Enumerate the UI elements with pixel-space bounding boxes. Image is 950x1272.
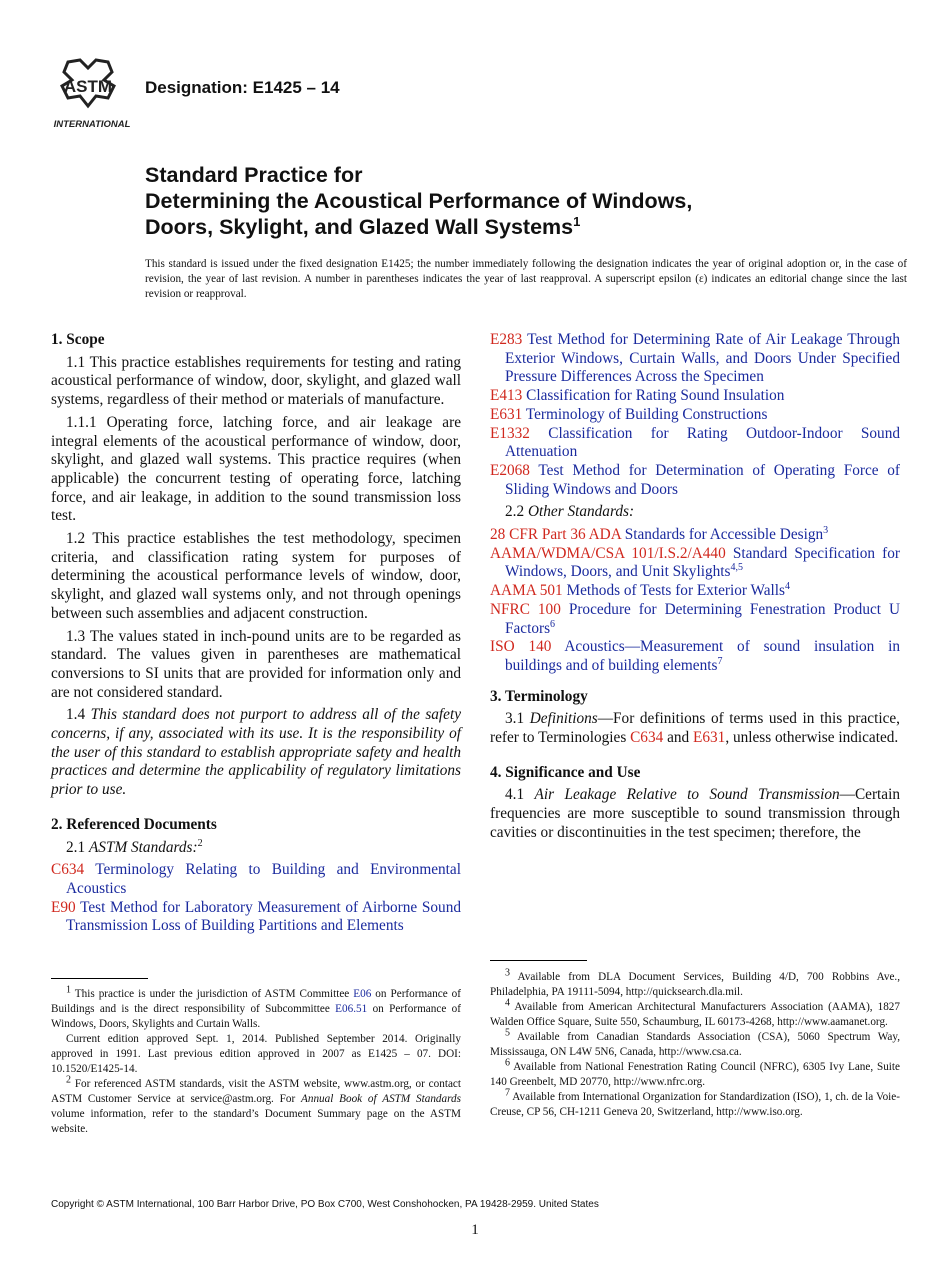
reference-title[interactable]: Procedure for Determining Fenestration Product U Factors	[505, 600, 901, 637]
reference-item[interactable]	[51, 861, 461, 898]
astm-logo	[50, 56, 134, 132]
reference-title[interactable]: Standards for Accessible Design	[624, 526, 824, 544]
footnote-7	[490, 1087, 900, 1120]
title-line-1: Standard Practice for	[145, 163, 363, 187]
paragraph-3-1-number: 3.1	[505, 710, 525, 728]
committee-link[interactable]: E06	[353, 988, 372, 1000]
paragraph-4-1-text: —Certain frequencies are more susceptible to sound transmission through cavities or discontinuities in the test specimen; therefore, the	[490, 786, 900, 841]
logo-mark-text: ASTM	[63, 77, 113, 96]
reference-code[interactable]: AAMA/WDMA/CSA 101/I.S.2/A440	[490, 544, 726, 562]
reference-title[interactable]: Terminology of Building Constructions	[525, 405, 768, 423]
document-title	[145, 162, 885, 240]
title-line-2: Determining the Acoustical Performance of Windows,	[145, 189, 693, 213]
reference-item[interactable]	[490, 601, 900, 638]
footnote-mark: 5	[505, 1027, 510, 1039]
footnotes-right	[490, 967, 900, 1120]
reference-code[interactable]: AAMA 501	[490, 582, 563, 600]
reference-code[interactable]: ISO 140	[490, 638, 552, 656]
reference-code[interactable]: 28 CFR Part 36 ADA	[490, 526, 621, 544]
reference-item[interactable]	[490, 638, 900, 675]
reference-code[interactable]: E1332	[490, 424, 530, 442]
reference-footnote-mark[interactable]: 7	[717, 655, 723, 667]
paragraph-3-1-text-a: —For definitions of terms used in this practice, refer to Terminologies	[490, 710, 900, 747]
reference-title[interactable]: Terminology Relating to Building and Environmental Acoustics	[66, 861, 461, 897]
footnote-2	[51, 1074, 461, 1137]
reference-code[interactable]: E90	[51, 898, 76, 916]
footnote-mark: 2	[66, 1074, 71, 1086]
paragraph-3-1-term: Definitions	[529, 710, 598, 728]
terminology-ref-e631[interactable]: E631	[693, 729, 726, 747]
paragraph-1-4	[51, 706, 461, 800]
reference-footnote-mark[interactable]: 3	[823, 524, 829, 536]
reference-code[interactable]: E413	[490, 387, 523, 405]
section-heading-significance: 4. Significance and Use	[490, 763, 641, 781]
reference-footnote-mark[interactable]: 4,5	[730, 562, 743, 574]
reference-footnote-mark[interactable]: 4	[784, 581, 790, 593]
reference-code[interactable]: E2068	[490, 461, 530, 479]
left-column	[51, 331, 461, 936]
other-standards-number: 2.2	[505, 503, 525, 521]
paragraph-1-2: 1.2 This practice establishes the test methodology, specimen criteria, and classification rating system for purposes of determining the acoustical performance levels of window, door, skylight, and glazed wall systems only, and not through openings between such assemblies and adjacent construction.	[51, 530, 461, 622]
footnote-2-italic: Annual Book of ASTM Standards	[301, 1093, 461, 1105]
paragraph-4-1-term: Air Leakage Relative to Sound Transmission	[534, 786, 840, 804]
reference-item[interactable]	[490, 462, 900, 499]
title-footnote-mark[interactable]: 1	[573, 213, 581, 229]
footnote-mark: 4	[505, 997, 510, 1009]
designation-notice: This standard is issued under the fixed designation E1425; the number immediately following the designation indicates the year of original adoption or, in the case of revision, the year of last revision. A number in parentheses indicates the year of last reapproval. A superscript epsilon (ε) indicates an editorial change since the last revision or reapproval.	[145, 258, 907, 300]
reference-item[interactable]	[490, 582, 900, 601]
copyright-notice: Copyright © ASTM International, 100 Barr Harbor Drive, PO Box C700, West Conshohocken, PA 19428-2959. United States	[51, 1199, 599, 1210]
reference-code[interactable]: E631	[490, 405, 523, 423]
reference-title[interactable]: Classification for Rating Outdoor-Indoor Sound Attenuation	[505, 424, 900, 461]
footnote-1-edition: Current edition approved Sept. 1, 2014. Published September 2014. Originally approved in 1991. Last previous edition approved in 2007 as E1425 – 07. DOI: 10.1520/E1425-14.	[51, 1033, 461, 1075]
reference-item[interactable]	[490, 425, 900, 462]
footnote-2-text-a: For referenced ASTM standards, visit the ASTM website, www.astm.org, or contact ASTM Customer Service at service@astm.org. For	[51, 1078, 461, 1105]
footnote-mark: 1	[66, 984, 71, 996]
other-standards-text: Other Standards:	[527, 503, 635, 521]
footnote-1-text-a: This practice is under the jurisdiction of ASTM Committee	[71, 988, 354, 1000]
footnote-1-text-b: on Performance of Buildings and is the direct responsibility of Subcommittee	[51, 988, 461, 1015]
footnote-1-text-c: on Performance of Windows, Doors, Skylights and Curtain Walls.	[51, 1003, 461, 1030]
reference-code[interactable]: E283	[490, 331, 523, 348]
footnote-3	[490, 967, 900, 1000]
footnote-mark: 6	[505, 1057, 510, 1069]
footnote-rule-right	[490, 960, 587, 961]
logo-subtext: INTERNATIONAL	[53, 119, 131, 130]
section-heading-referenced-documents: 2. Referenced Documents	[51, 815, 217, 833]
reference-title[interactable]: Test Method for Determining Rate of Air Leakage Through Exterior Windows, Curtain Walls, and Doors Under Specified Pressure Differences Across the Specimen	[505, 331, 900, 386]
footnote-text: Available from American Architectural Manufacturers Association (AAMA), 1827 Walden Office Square, Suite 550, Schaumburg, IL 60173-4268, http://www.aamanet.org.	[490, 1001, 900, 1028]
reference-item[interactable]	[490, 387, 900, 406]
footnote-2-text-b: volume information, refer to the standard’s Document Summary page on the ASTM website.	[51, 1108, 461, 1135]
astm-standards-text: ASTM Standards:	[88, 838, 198, 856]
astm-standards-number: 2.1	[66, 838, 86, 856]
reference-title[interactable]: Test Method for Laboratory Measurement of Airborne Sound Transmission Loss of Building Partitions and Elements	[66, 898, 461, 935]
paragraph-3-1-text-b: and	[663, 729, 694, 747]
paragraph-4-1-number: 4.1	[505, 786, 525, 804]
page-number: 1	[471, 1222, 479, 1238]
reference-item[interactable]	[490, 526, 900, 545]
reference-item[interactable]	[490, 406, 900, 425]
paragraph-1-4-text: This standard does not purport to address all of the safety concerns, if any, associated with its use. It is the responsibility of the user of this standard to establish appropriate safety and health practices and determine the applicability of regulatory limitations prior to use.	[51, 706, 462, 799]
title-line-3	[145, 214, 885, 240]
section-heading-terminology: 3. Terminology	[490, 687, 588, 705]
right-column	[490, 331, 900, 847]
footnote-rule-left	[51, 978, 148, 979]
footnote-mark: 7	[505, 1087, 510, 1099]
subcommittee-link[interactable]: E06.51	[335, 1003, 368, 1015]
footnote-1	[51, 984, 461, 1032]
astm-standards-footnote-mark[interactable]: 2	[197, 837, 203, 849]
footnote-5	[490, 1027, 900, 1060]
paragraph-3-1	[490, 710, 900, 747]
reference-code[interactable]: NFRC 100	[490, 600, 561, 618]
reference-item[interactable]	[51, 899, 461, 936]
reference-title[interactable]: Test Method for Determination of Operating Force of Sliding Windows and Doors	[505, 461, 900, 498]
footnote-text: Available from DLA Document Services, Building 4/D, 700 Robbins Ave., Philadelphia, PA 19111-5094, http://quicksearch.dla.mil.	[490, 971, 900, 998]
footnote-6	[490, 1057, 900, 1090]
footnote-4	[490, 997, 900, 1030]
paragraph-4-1	[490, 786, 900, 842]
reference-title[interactable]: Acoustics—Measurement of sound insulation in buildings and of building elements	[505, 638, 900, 674]
footnotes-left	[51, 984, 461, 1137]
section-heading-scope: 1. Scope	[51, 331, 105, 348]
reference-code[interactable]: C634	[51, 861, 85, 879]
paragraph-1-1: 1.1 This practice establishes requirements for testing and rating acoustical performance of window, door, skylight, and glazed wall systems, regardless of their method or materials of manufacture.	[51, 353, 461, 409]
reference-footnote-mark[interactable]: 6	[550, 618, 556, 630]
reference-item[interactable]	[490, 331, 900, 387]
footnote-text: Available from International Organization for Standardization (ISO), 1, ch. de la Voie-Creuse, CP 56, CH-1211 Geneva 20, Switzerland, http://www.iso.org.	[490, 1091, 900, 1118]
terminology-ref-c634[interactable]: C634	[630, 729, 664, 747]
footnote-text: Available from Canadian Standards Association (CSA), 5060 Spectrum Way, Mississauga, ON L4W 5N6, Canada, http://www.csa.ca.	[490, 1031, 900, 1058]
title-line-3-text: Doors, Skylight, and Glazed Wall Systems	[145, 215, 574, 239]
reference-item[interactable]	[490, 545, 900, 582]
paragraph-1-3: 1.3 The values stated in inch-pound units are to be regarded as standard. The values given in parentheses are mathematical conversions to SI units that are provided for information only and are not considered standard.	[51, 627, 461, 701]
paragraph-1-4-number: 1.4	[66, 706, 86, 724]
designation: Designation: E1425 – 14	[145, 78, 340, 97]
astm-standards-label	[51, 839, 461, 858]
footnote-text: Available from National Fenestration Rating Council (NFRC), 6305 Ivy Lane, Suite 140 Greenbelt, MD 20770, http://www.nfrc.org.	[490, 1061, 900, 1088]
reference-title[interactable]: Methods of Tests for Exterior Walls	[566, 582, 785, 600]
other-standards-label	[490, 503, 900, 522]
reference-title[interactable]: Standard Specification for Windows, Doors, and Unit Skylights	[505, 544, 900, 581]
paragraph-3-1-text-c: , unless otherwise indicated.	[725, 729, 899, 747]
reference-title[interactable]: Classification for Rating Sound Insulation	[526, 387, 785, 405]
footnote-mark: 3	[505, 967, 510, 979]
paragraph-1-1-1: 1.1.1 Operating force, latching force, and air leakage are integral elements of the acoustical performance of window, door, skylight, and glazed wall systems. This practice requires (when applicable) the concurrent testing of operating force, latching force, and air leakage, in addition to the sound transmission loss test.	[51, 413, 461, 525]
